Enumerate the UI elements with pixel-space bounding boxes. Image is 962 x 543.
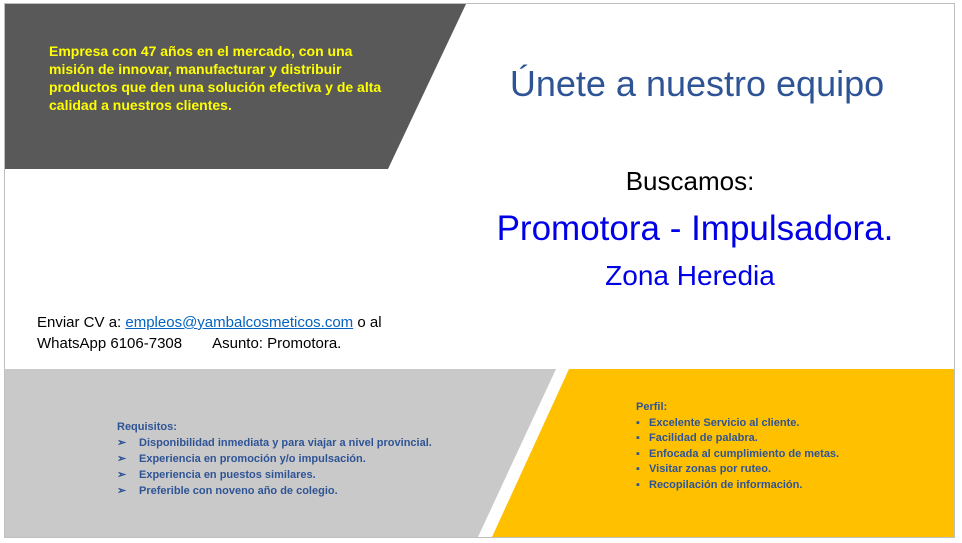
arrowhead-bullet-icon: ➢ [117, 485, 127, 497]
list-item: ➢ Preferible con noveno año de colegio. [117, 485, 338, 497]
contact-prefix: Enviar CV a: [37, 314, 126, 331]
contact-line-whatsapp [37, 333, 457, 354]
profile-title: Perfil: [636, 401, 668, 413]
contact-suffix: o al [353, 314, 382, 331]
email-link[interactable]: empleos@yambalcosmeticos.com [125, 314, 354, 331]
list-item: ➢ Disponibilidad inmediata y para viajar a nivel provincial. [117, 437, 432, 449]
list-item: ▪ Recopilación de información. [636, 478, 916, 494]
square-bullet-icon: ▪ [636, 447, 640, 460]
arrowhead-bullet-icon: ➢ [117, 469, 127, 481]
contact-block [37, 312, 457, 354]
square-bullet-icon: ▪ [636, 463, 640, 475]
company-intro: Empresa con 47 años en el mercado, con una misión de innovar, manufacturar y distribuir productos que den una solución efectiva y de alta calidad a nuestros clientes. [49, 43, 382, 113]
job-position: Promotora - Impulsadora. [496, 209, 894, 248]
requirements-title: Requisitos: [117, 421, 177, 433]
square-bullet-icon: ▪ [636, 432, 640, 444]
square-bullet-icon: ▪ [636, 478, 640, 491]
list-item: ➢ Experiencia en puestos similares. [117, 469, 316, 481]
email-subject: Asunto: Promotora. [212, 335, 342, 352]
list-item: ▪ Visitar zonas por ruteo. [636, 462, 916, 478]
contact-line-email [37, 312, 457, 333]
whatsapp-number: WhatsApp 6106-7308 [37, 335, 183, 352]
list-item: ▪ Excelente Servicio al cliente. [636, 416, 916, 432]
profile-section [636, 400, 916, 493]
flyer-canvas [4, 3, 955, 538]
job-zone: Zona Heredia [605, 260, 775, 291]
square-bullet-icon: ▪ [636, 416, 640, 429]
profile-list [636, 416, 916, 494]
list-item: ▪ Facilidad de palabra. [636, 431, 916, 447]
search-label: Buscamos: [625, 166, 755, 196]
list-item: ▪ Enfocada al cumplimiento de metas. [636, 447, 916, 463]
list-item: ➢ Experiencia en promoción y/o impulsación. [117, 453, 366, 465]
requirements-section [117, 419, 477, 499]
page-title: Únete a nuestro equipo [509, 63, 885, 104]
arrowhead-bullet-icon: ➢ [117, 437, 127, 449]
requirements-list [117, 435, 477, 499]
arrowhead-bullet-icon: ➢ [117, 453, 127, 465]
